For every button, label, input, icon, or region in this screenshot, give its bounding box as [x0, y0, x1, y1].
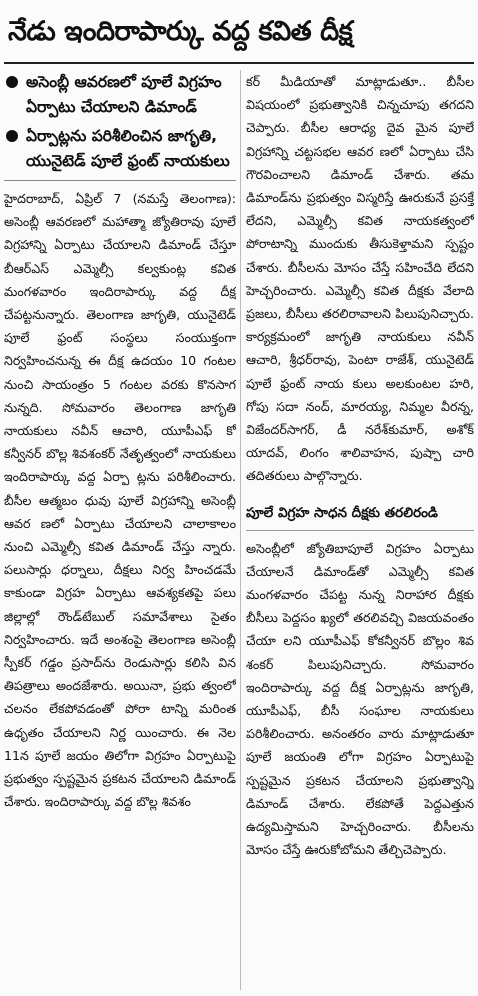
bullet-dot-icon — [6, 130, 18, 142]
headline-rule — [4, 62, 474, 64]
left-column — [4, 70, 236, 990]
bullet-divider — [4, 180, 236, 181]
bullet-point — [4, 124, 236, 174]
summary-bullets — [4, 70, 236, 174]
article-body-right: కర్ మీడియాతో మాట్లాడుతూ.. బీసీల విషయంలో ప్రభుత్వానికి చిన్నచూపు తగదని చెప్పారు. బీసీల ఆరాధ్య దైవ మైన పూలే విగ్రహాన్ని చట్టసభల ఆవర ణలో ఏర్పాటు చేసి గౌరవించాలని డిమాండ్ చేశారు. తమ డిమాండ్‌ను ప్రభుత్వం విస్మరిస్తే ఊరుకునే ప్రసక్తే లేదని, ఎమ్మెల్సీ కవిత నాయకత్వంలో పోరాటాన్ని ముందుకు తీసుకెళ్తామని స్పష్టం చేశారు. బీసీలను మోసం చేస్తే సహించేది లేదని హెచ్చరించారు. ఎమ్మెల్సీ కవిత దీక్షకు వేలాది ప్రజలు, బీసీలు తరలిరావాలని పిలుపునిచ్చారు. కార్యక్రమంలో జాగృతి నాయకులు నవీన్ ఆచారి, శ్రీధర్‌రావు, పెంటా రాజేశ్, యునైటెడ్ పూలే ఫ్రంట్ నాయ కులు అలకుంటల హరి, గోపు సదా నంద్, మారయ్య, నిమ్మల వీరన్న, విజేందర్‌సాగర్, డీ నరేశ్‌కుమార్, అశోక్ యాదవ్, లింగం శాలివాహన, పుష్పా చారి తదితరులు పాల్గొన్నారు. — [246, 74, 474, 484]
bullet-text: ఏర్పాట్లను పరిశీలించిన జాగృతి, యునైటెడ్ పూలే ఫ్రంట్ నాయకులు — [26, 127, 230, 170]
column-divider — [240, 70, 241, 990]
bullet-dot-icon — [6, 76, 18, 88]
right-column — [246, 70, 474, 990]
sub-headline: పూలే విగ్రహ సాధన దీక్షకు తరలిరండి — [246, 502, 474, 531]
headline: నేడు ఇందిరాపార్కు వద్ద కవిత దీక్ష — [8, 16, 353, 47]
bullet-text: అసెంబ్లీ ఆవరణలో పూలే విగ్రహం ఏర్పాటు చేయాలని డిమాండ్ — [26, 73, 222, 116]
article-body-left: హైదరాబాద్, ఏప్రిల్ 7 (నమస్తే తెలంగాణ): అసెంబ్లీ ఆవరణలో మహాత్మా జ్యోతిరావు పూలే విగ్రహాన్ని ఏర్పాటు చేయాలని డిమాండ్ చేస్తూ బీఆర్ఎస్ ఎమ్మెల్సీ కల్వకుంట్ల కవిత మంగళవారం ఇందిరాపార్కు వద్ద దీక్ష చేపట్టనున్నారు. తెలంగాణ జాగృతి, యునైటెడ్ పూలే ఫ్రంట్ సంస్థలు సంయుక్తంగా నిర్వహించనున్న ఈ దీక్ష ఉదయం 10 గంటల నుంచి సాయంత్రం 5 గంటల వరకు కొనసాగ నున్నది. సోమవారం తెలంగాణ జాగృతి నాయకులు నవీన్ ఆచారి, యూపీఎఫ్ కో కన్వీనర్ బొల్ల శివశంకర్ నేతృత్వంలో నాయకులు ఇందిరాపార్కు వద్ద ఏర్పా ట్లను పరిశీలించారు. బీసీల ఆత్మబం ధువు పూలే విగ్రహాన్ని అసెంబ్లీ ఆవర ణలో ఏర్పాటు చేయాలని చాలాకాలం నుంచి ఎమ్మెల్సీ కవిత డిమాండ్ చేస్తు న్నారు. పలుసార్లు ధర్నాలు, దీక్షలు నిర్వ హించడమే కాకుండా విగ్రహ ఏర్పాటు ఆవశ్యకతపై పలు జిల్లాల్లో రౌండ్‌టేబుల్ సమావేశాలు సైతం నిర్వహించారు. ఇదే అంశంపై తెలంగాణ అసెంబ్లీ స్పీకర్ గడ్డం ప్రసాద్‌ను రెండుసార్లు కలిసి విన తిపత్రాలు అందజేశారు. అయినా, ప్రభు త్వంలో చలనం లేకపోవడంతో పోరా టాన్ని మరింత ఉధృతం చేయాలని నిర్ణ యించారు. ఈ నెల 11న పూలే జయం తిలోగా విగ్రహం ఏర్పాటుపై ప్రభుత్వం స్పష్టమైన ప్రకటన చేయాలని డిమాండ్ చేశారు. ఇందిరాపార్కు వద్ద బొల్ల శివశం — [4, 191, 236, 810]
article-body-right-2: అసెంబ్లీలో జ్యోతిబాపూలే విగ్రహం ఏర్పాటు చేయాలనే డిమాండ్‌తో ఎమ్మెల్సీ కవిత మంగళవారం చేపట్ట నున్న నిరాహార దీక్షకు బీసీలు పెద్దసం ఖ్యలో తరలివచ్చి విజయవంతం చేయా లని యూపీఎఫ్ కోకన్వీనర్ బొల్లం శివ శంకర్ పిలుపునిచ్చారు. సోమవారం ఇందిరాపార్కు వద్ద దీక్ష ఏర్పాట్లను జాగృతి, యూపీఎఫ్, బీసీ సంఘాల నాయకులు పరిశీలించారు. అనంతరం వారు మాట్లాడుతూ పూలే జయంతి లోగా విగ్రహం ఏర్పాటుపై స్పష్టమైన ప్రకటన చేయాలని ప్రభుత్వాన్ని డిమాండ్ చేశారు. లేకపోతే పెద్దఎత్తున ఉద్యమిస్తామని హెచ్చరించారు. బీసీలను మోసం చేస్తే ఊరుకోబోమని తేల్చిచెప్పారు. — [246, 540, 474, 858]
bullet-point — [4, 70, 236, 120]
